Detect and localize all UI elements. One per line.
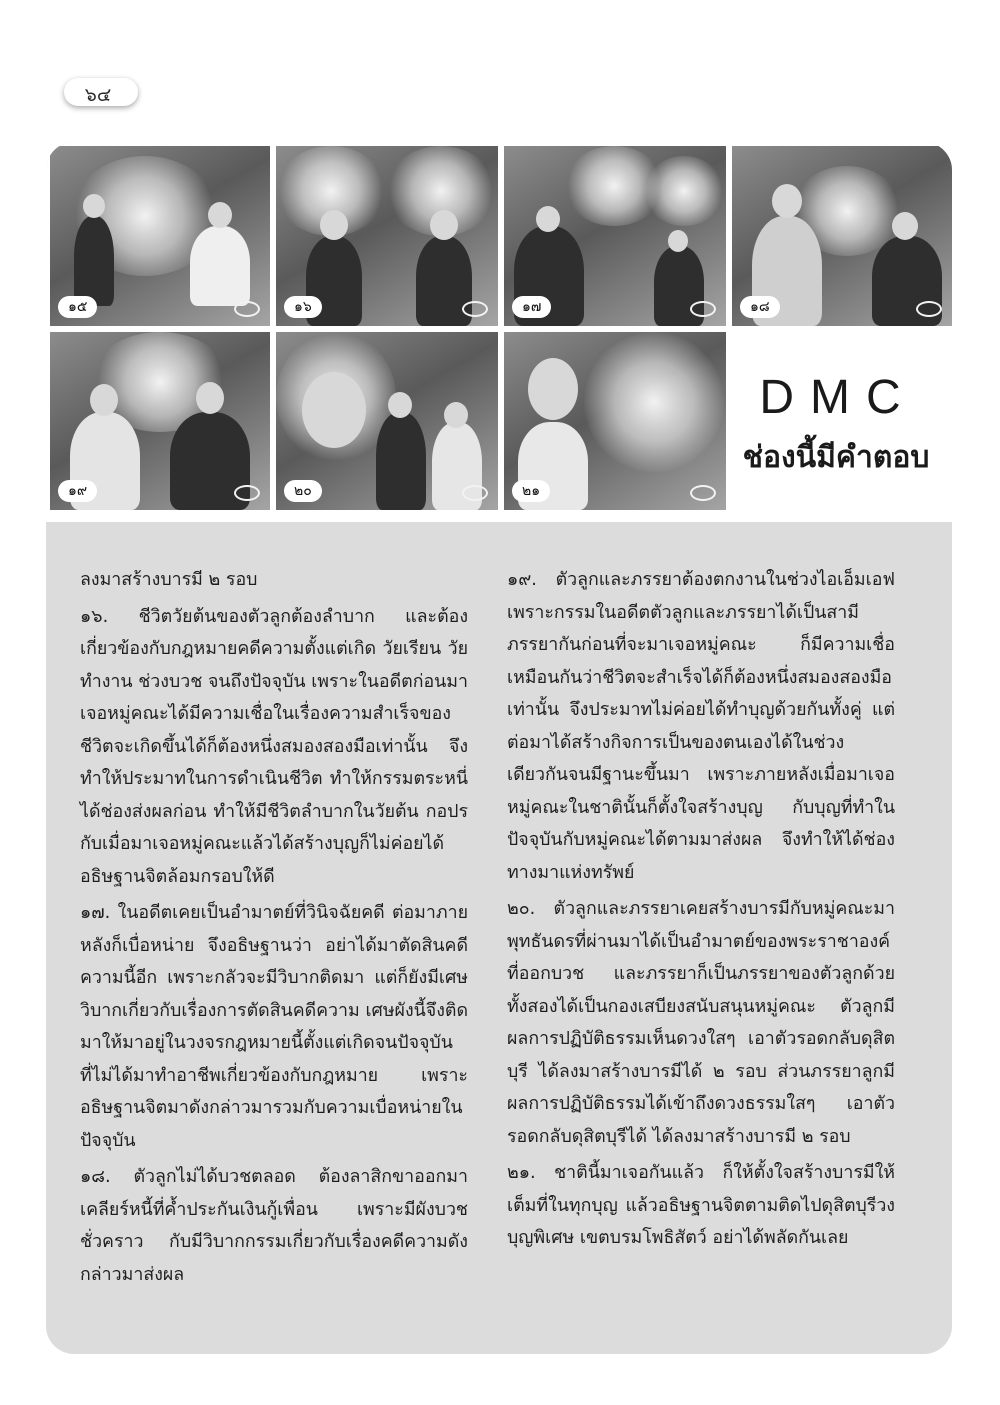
- dhamma-wheel-icon: [234, 301, 260, 317]
- illustration-number: ๑๖: [284, 296, 322, 318]
- illustration-18: [732, 146, 952, 326]
- illustration-19: [50, 332, 270, 510]
- illustration-number: ๑๙: [58, 480, 97, 502]
- dhamma-wheel-icon: [690, 485, 716, 501]
- illustration-number: ๑๕: [58, 296, 97, 318]
- paragraph: ๑๘. ตัวลูกไม่ได้บวชตลอด ต้องลาสิกขาออกมาเคลียร์หนี้ที่ค้ำประกันเงินกู้เพื่อน เพราะมีผังบวชชั่วคราว กับมีวิบากกรรมเกี่ยวกับเรื่องคดีความดังกล่าวมาส่งผล: [80, 1166, 468, 1285]
- illustration-number: ๒๐: [284, 480, 322, 502]
- dhamma-wheel-icon: [916, 301, 942, 317]
- illustration-21: [504, 332, 726, 510]
- illustration-number: ๑๘: [740, 296, 780, 318]
- paragraph: ๒๑. ชาตินี้มาเจอกันแล้ว ก็ให้ตั้งใจสร้างบารมีให้เต็มที่ในทุกบุญ แล้วอธิษฐานจิตตามติดไปดุสิตบุรีวงบุญพิเศษ เขตบรมโพธิสัตว์ อย่าได้พลัดกันเลย: [507, 1162, 895, 1248]
- paragraph: ๒๐. ตัวลูกและภรรยาเคยสร้างบารมีกับหมู่คณะมาพุทธันดรที่ผ่านมาได้เป็นอำมาตย์ของพระราชาองค์ที่ออกบวช และภรรยาก็เป็นภรรยาของตัวลูกด้วย ทั้งสองได้เป็นกองเสบียงสนับสนุนหมู่คณะ ตัวลูกมีผลการปฏิบัติธรรมเห็นดวงใสๆ เอาตัวรอดกลับดุสิตบุรี ได้ลงมาสร้างบารมีได้ ๒ รอบ ส่วนภรรยาลูกมีผลการปฏิบัติธรรมได้เข้าถึงดวงธรรมใสๆ เอาตัวรอดกลับดุสิตบุรีได้ ได้ลงมาสร้างบารมี ๒ รอบ: [507, 898, 895, 1147]
- paragraph: ๑๙. ตัวลูกและภรรยาต้องตกงานในช่วงไอเอ็มเอฟ เพราะกรรมในอดีตตัวลูกและภรรยาได้เป็นสามีภรรยากันก่อนที่จะมาเจอหมู่คณะ ก็มีความเชื่อเหมือนกันว่าชีวิตจะสำเร็จได้ก็ต้องหนึ่งสมองสองมือเท่านั้น จึงประมาทไม่ค่อยได้ทำบุญด้วยกันทั้งคู่ แต่ต่อมาได้สร้างกิจการเป็นของตนเองได้ในช่วงเดียวกันจนมีฐานะขึ้นมา เพราะภายหลังเมื่อมาเจอหมู่คณะในชาตินั้นก็ตั้งใจสร้างบุญ กับบุญที่ทำในปัจจุบันกับหมู่คณะได้ตามมาส่งผล จึงทำให้ได้ช่องทางมาแห่งทรัพย์: [507, 569, 895, 883]
- paragraph: ๑๗. ในอดีตเคยเป็นอำมาตย์ที่วินิจฉัยคดี ต่อมาภายหลังก็เบื่อหน่าย จึงอธิษฐานว่า อย่าได้มาตัดสินคดีความนี้อีก เพราะกลัวจะมีวิบากติดมา แต่ก็ยังมีเศษวิบากเกี่ยวกับเรื่องการตัดสินคดีความ เศษผังนี้จึงติดมาให้มาอยู่ในวงจรกฎหมายนี้ตั้งแต่เกิดจนปัจจุบัน ที่ไม่ได้มาทำอาชีพเกี่ยวข้องกับกฎหมาย เพราะอธิษฐานจิตมาดังกล่าวมารวมกับความเบื่อหน่ายในปัจจุบัน: [80, 902, 468, 1151]
- text-column-left: [80, 564, 468, 1295]
- dhamma-wheel-icon: [462, 485, 488, 501]
- dhamma-wheel-icon: [690, 301, 716, 317]
- illustration-17: [504, 146, 726, 326]
- text-column-right: [507, 564, 895, 1259]
- brand-tagline: ช่องนี้มีคำตอบ: [742, 441, 930, 474]
- illustration-15: [50, 146, 270, 326]
- illustration-number: ๑๗: [512, 296, 551, 318]
- dhamma-wheel-icon: [462, 301, 488, 317]
- illustration-16: [276, 146, 498, 326]
- paragraph: ลงมาสร้างบารมี ๒ รอบ: [80, 569, 258, 590]
- dhamma-wheel-icon: [234, 485, 260, 501]
- paragraph: ๑๖. ชีวิตวัยต้นของตัวลูกต้องลำบาก และต้องเกี่ยวข้องกับกฎหมายคดีความตั้งแต่เกิด วัยเรียน วัยทำงาน ช่วงบวช จนถึงปัจจุบัน เพราะในอดีตก่อนมาเจอหมู่คณะได้มีความเชื่อในเรื่องความสำเร็จของชีวิตจะเกิดขึ้นได้ก็ต้องหนึ่งสมองสองมือเท่านั้น จึงทำให้ประมาทในการดำเนินชีวิต ทำให้กรรมตระหนี่ได้ช่องส่งผลก่อน ทำให้มีชีวิตลำบากในวัยต้น กอปรกับเมื่อมาเจอหมู่คณะแล้วได้สร้างบุญก็ไม่ค่อยได้อธิษฐานจิตล้อมกรอบให้ดี: [80, 605, 468, 887]
- brand-logo-dmc: DMC: [759, 371, 917, 424]
- content-card: [46, 142, 952, 1354]
- illustration-number: ๒๑: [512, 480, 550, 502]
- page-number: ๖๔: [84, 84, 112, 106]
- image-grid: [46, 142, 952, 522]
- page-number-tab: [64, 78, 138, 106]
- illustration-20: [276, 332, 498, 510]
